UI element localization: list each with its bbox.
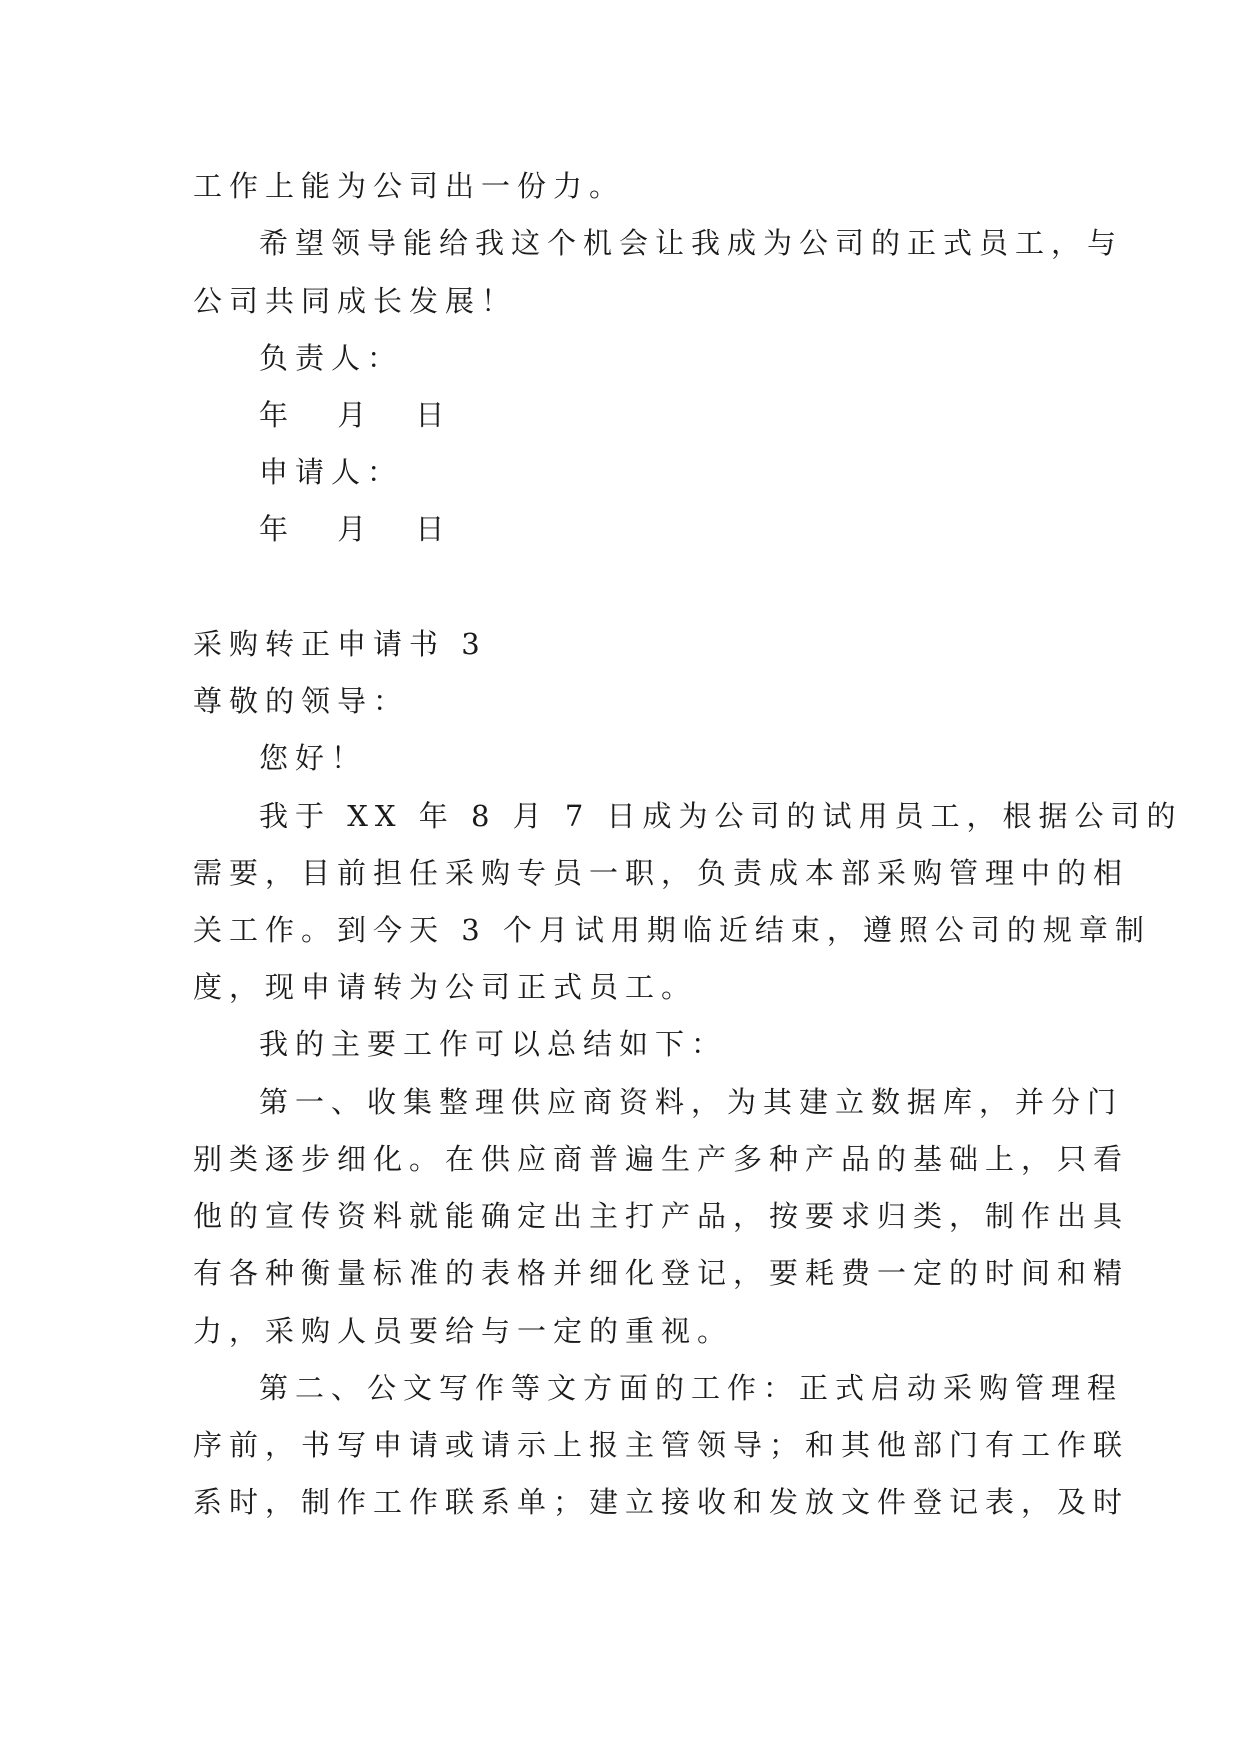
paragraph-line: 他的宣传资料就能确定出主打产品，按要求归类，制作出具 [193, 1199, 1130, 1233]
paragraph-line: 希望领导能给我这个机会让我成为公司的正式员工，与 [259, 226, 1124, 260]
section-title: 采购转正申请书 3 [193, 627, 487, 661]
date-line: 年 月 日 [259, 512, 465, 546]
paragraph-line: 度，现申请转为公司正式员工。 [193, 970, 698, 1004]
paragraph-line: 第二、公文写作等文方面的工作：正式启动采购管理程 [259, 1371, 1124, 1405]
paragraph-line: 工作上能为公司出一份力。 [193, 169, 626, 203]
paragraph-line: 需要，目前担任采购专员一职，负责成本部采购管理中的相 [193, 856, 1130, 890]
paragraph-line: 公司共同成长发展！ [193, 284, 518, 318]
paragraph-line: 我于 XX 年 8 月 7 日成为公司的试用员工，根据公司的 [259, 799, 1183, 833]
responsible-person-label: 负责人： [259, 341, 404, 375]
paragraph-line: 有各种衡量标准的表格并细化登记，要耗费一定的时间和精 [193, 1256, 1130, 1290]
paragraph-line: 别类逐步细化。在供应商普遍生产多种产品的基础上，只看 [193, 1142, 1130, 1176]
paragraph-line: 力，采购人员要给与一定的重视。 [193, 1314, 734, 1348]
applicant-label: 申请人： [259, 455, 404, 489]
paragraph-line: 第一、收集整理供应商资料，为其建立数据库，并分门 [259, 1085, 1124, 1119]
paragraph-line: 系时，制作工作联系单；建立接收和发放文件登记表，及时 [193, 1485, 1130, 1519]
paragraph-line: 我的主要工作可以总结如下： [259, 1027, 728, 1061]
paragraph-line: 序前，书写申请或请示上报主管领导；和其他部门有工作联 [193, 1428, 1130, 1462]
date-line: 年 月 日 [259, 398, 465, 432]
paragraph-line: 关工作。到今天 3 个月试用期临近结束，遵照公司的规章制 [193, 913, 1151, 947]
salutation: 尊敬的领导： [193, 684, 410, 718]
greeting: 您好！ [259, 741, 368, 775]
